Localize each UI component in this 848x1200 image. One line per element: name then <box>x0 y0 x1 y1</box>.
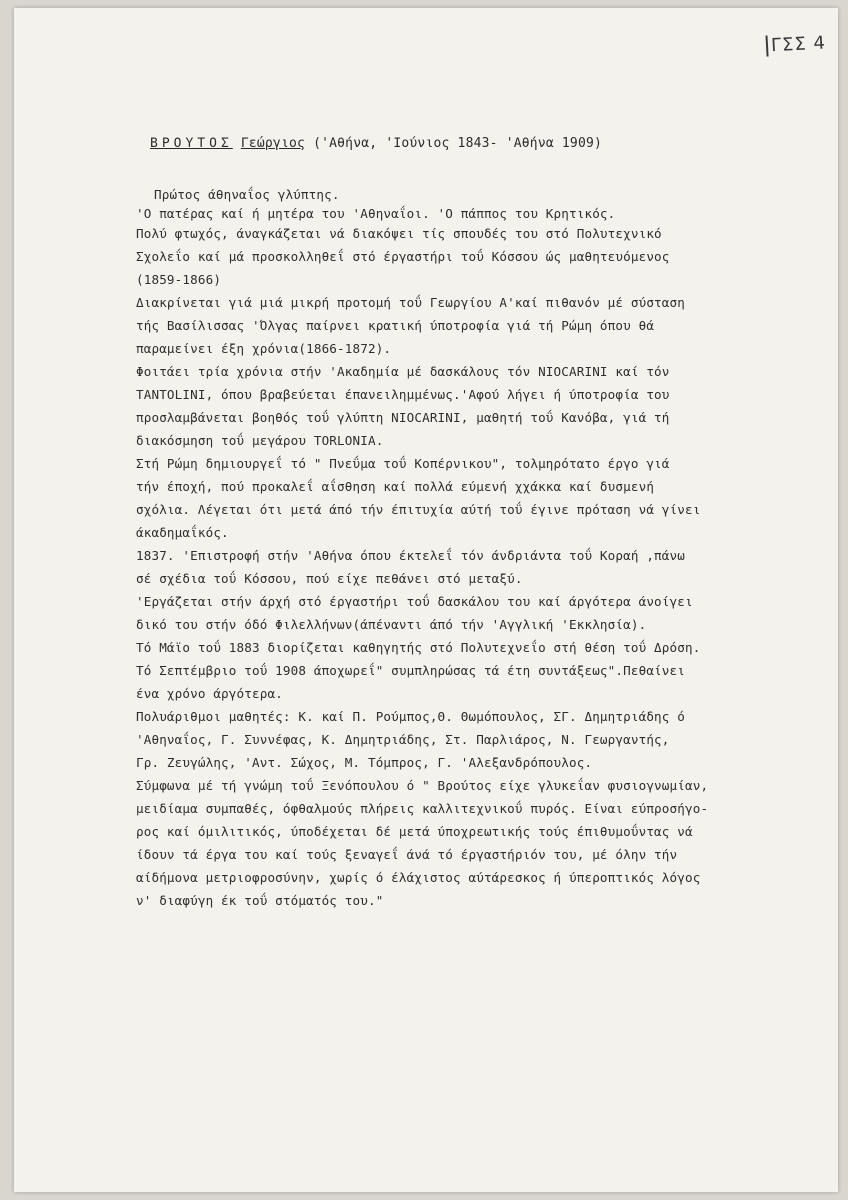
text-line: Πολύ φτωχός, άναγκάζεται νά διακόψει τίς σπουδές του στό Πολυτεχνικό <box>136 226 662 241</box>
text-line: ίδουν τά έργα του καί τούς ξεναγεΐ άνά τό έργαστήριόν του, μέ όλην τήν <box>136 847 678 862</box>
text-line: TANTOLINI, όπου βραβεύεται έπανειλημμένως.'Αφού λήγει ή ύποτροφία του <box>136 387 670 402</box>
text-line: Φοιτάει τρία χρόνια στήν 'Ακαδημία μέ δασκάλους τόν NIOCARINI καί τόν <box>136 364 670 379</box>
text-line: Διακρίνεται γιά μιά μικρή προτομή τοΰ Γεωργίου Α'καί πιθανόν μέ σύσταση <box>136 295 685 310</box>
text-line: 'Αθηναΐος, Γ. Συννέφας, Κ. Δημητριάδης, Στ. Παρλιάρος, Ν. Γεωργαντής, <box>136 732 670 747</box>
text-line: αίδήμονα μετριοφροσύνην, χωρίς ό έλάχιστος αύτάρεσκος ή ύπεροπτικός λόγος <box>136 870 701 885</box>
text-line: παραμείνει έξη χρόνια(1866-1872). <box>136 341 392 356</box>
text-line: Γρ. Ζευγώλης, 'Αντ. Σώχος, Μ. Τόμπρος, Γ. 'Αλεξανδρόπουλος. <box>136 755 593 770</box>
text-line: 1837. 'Επιστροφή στήν 'Αθήνα όπου έκτελεΐ τόν άνδριάντα τοΰ Κοραή ,πάνω <box>136 548 685 563</box>
text-line: μειδίαμα συμπαθές, όφθαλμούς πλήρεις καλλιτεχνικοΰ πυρός. Είναι εύπροσήγο- <box>136 801 709 816</box>
archive-mark: ΓΣΣ 4 <box>765 32 826 56</box>
text-line: άκαδημαΐκός. <box>136 525 229 540</box>
text-line: ένα χρόνο άργότερα. <box>136 686 283 701</box>
text-line: τής Βασίλισσας 'Όλγας παίρνει κρατική ύποτροφία γιά τή Ρώμη όπου θά <box>136 318 655 333</box>
text-line: Τό Σεπτέμβριο τοΰ 1908 άποχωρεΐ" συμπληρώσας τά έτη συντάξεως".Πεθαίνει <box>136 663 685 678</box>
text-line: σχόλια. Λέγεται ότι μετά άπό τήν έπιτυχία αύτή τοΰ έγινε πρόταση νά γίνει <box>136 502 701 517</box>
text-line: σέ σχέδια τοΰ Κόσσου, πού είχε πεθάνει στό μεταξύ. <box>136 571 523 586</box>
document-body <box>136 183 836 912</box>
text-line: προσλαμβάνεται βοηθός τοΰ γλύπτη NIOCARINI, μαθητή τοΰ Κανόβα, γιά τή <box>136 410 670 425</box>
text-line: 'Εργάζεται στήν άρχή στό έργαστήρι τοΰ δασκάλου του καί άργότερα άνοίγει <box>136 594 693 609</box>
heading-dates: ('Αθήνα, 'Ιούνιος 1843- 'Αθήνα 1909) <box>313 136 603 151</box>
text-line: (1859-1866) <box>136 272 222 287</box>
text-line: Πρώτος άθηναΐος γλύπτης. <box>154 187 340 202</box>
document-heading <box>150 136 602 151</box>
text-line: Σχολεΐο καί μά προσκολληθεΐ στό έργαστήρι τοΰ Κόσσου ώς μαθητευόμενος <box>136 249 670 264</box>
text-line: δικό του στήν όδό Φιλελλήνων(άπέναντι άπό τήν 'Αγγλική 'Εκκλησία). <box>136 617 647 632</box>
document-page <box>14 8 838 1192</box>
text-line: ρος καί όμιλιτικός, ύποδέχεται δέ μετά ύποχρεωτικής τούς έπιθυμοΰντας νά <box>136 824 693 839</box>
text-line: τήν έποχή, πού προκαλεΐ αΐσθηση καί πολλά εύμενή χχάκκα καί δυσμενή <box>136 479 655 494</box>
text-line: Τό Μάϊο τοΰ 1883 διορίζεται καθηγητής στό Πολυτεχνεΐο στή θέση τοΰ Δρόση. <box>136 640 701 655</box>
text-line: Στή Ρώμη δημιουργεΐ τό " Πνεΰμα τοΰ Κοπέρνικου", τολμηρότατο έργο γιά <box>136 456 670 471</box>
text-line: 'Ο πατέρας καί ή μητέρα του 'Αθηναΐοι. 'Ο πάππος του Κρητικός. <box>136 206 616 221</box>
heading-given-name: Γεώργιος <box>240 136 306 151</box>
text-line: Πολυάριθμοι μαθητές: Κ. καί Π. Ρούμπος,Θ. Θωμόπουλος, ΣΓ. Δημητριάδης ό <box>136 709 685 724</box>
heading-surname: ΒΡΟΥΤΟΣ <box>150 136 233 151</box>
text-line: διακόσμηση τοΰ μεγάρου TORLONIA. <box>136 433 384 448</box>
text-line: ν' διαφύγη έκ τοΰ στόματός του." <box>136 893 384 908</box>
text-line: Σύμφωνα μέ τή γνώμη τοΰ Ξενόπουλου ό " Βρούτος είχε γλυκεΐαν φυσιογνωμίαν, <box>136 778 709 793</box>
